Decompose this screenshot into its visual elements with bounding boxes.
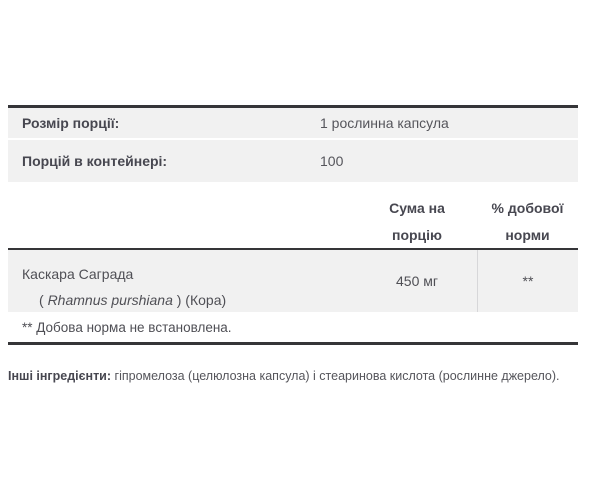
ingredient-detail-close: ) xyxy=(172,292,182,308)
table-bottom-rule xyxy=(8,342,578,345)
daily-value-column-header-line1: % добової xyxy=(491,200,564,216)
serving-size-label: Розмір порції: xyxy=(22,115,120,131)
amount-column-header-line2: порцію xyxy=(391,227,442,243)
ingredient-detail-open: ( xyxy=(39,292,48,308)
servings-per-container-value: 100 xyxy=(320,153,344,169)
footnote-text: ** Добова норма не встановлена. xyxy=(22,319,232,335)
servings-per-container-row xyxy=(8,140,578,182)
other-ingredients-label: Інші інгредієнти: xyxy=(8,369,112,383)
ingredient-latin-name: Rhamnus purshiana xyxy=(47,292,173,308)
footnote-row xyxy=(8,312,578,342)
daily-value-column-header-line2: норми xyxy=(505,227,550,243)
ingredient-amount: 450 мг xyxy=(396,273,438,289)
daily-value-column-header xyxy=(477,195,578,249)
amount-column-header-line1: Сума на xyxy=(389,200,445,216)
ingredient-daily-value: ** xyxy=(477,250,578,312)
column-headers xyxy=(8,182,578,248)
ingredient-row xyxy=(8,250,578,312)
other-ingredients xyxy=(8,368,592,385)
other-ingredients-text: гіпромелоза (целюлозна капсула) і стеаринова кислота (рослинне джерело). xyxy=(111,369,560,383)
amount-column-header xyxy=(357,195,477,249)
ingredient-name-line1: Каскара Саграда xyxy=(22,266,134,282)
servings-per-container-label: Порцій в контейнері: xyxy=(22,153,168,169)
serving-size-row xyxy=(8,108,578,138)
supplement-facts-table xyxy=(8,105,578,345)
serving-size-value: 1 рослинна капсула xyxy=(320,115,449,131)
ingredient-part: (Кора) xyxy=(181,292,227,308)
